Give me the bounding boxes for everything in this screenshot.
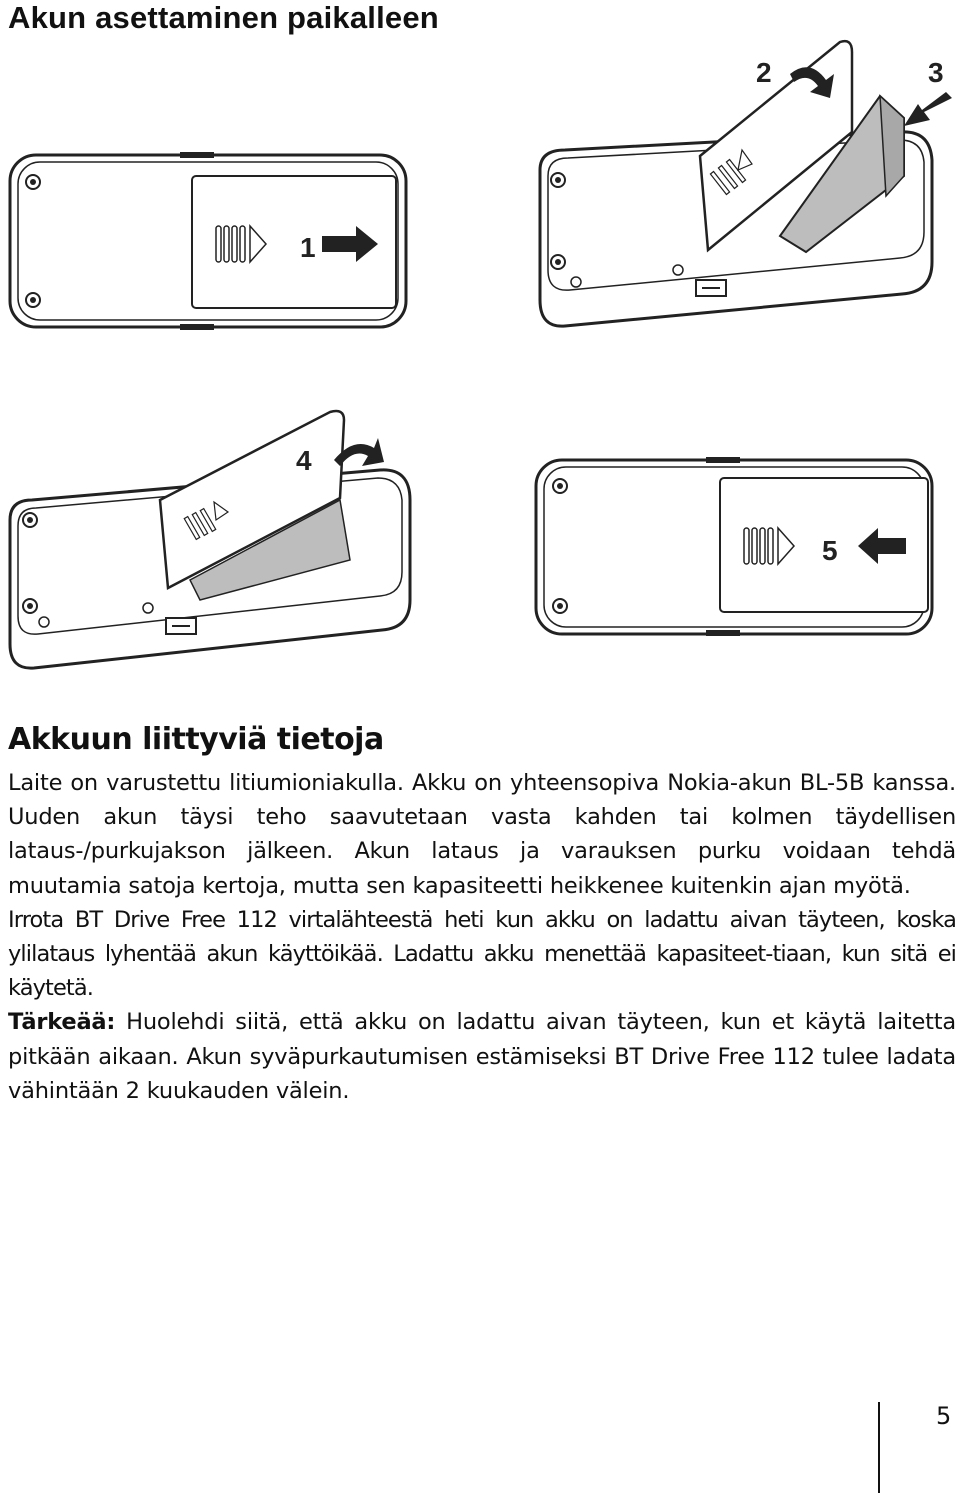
paragraph-2: Irrota BT Drive Free 112 virtalähteestä heti kun akku on ladattu aivan täyteen, koska ylilataus lyhentää akun käyttöikää. Ladattu akku menettää kapasiteet-tiaan, kun sitä ei käytetä. (8, 906, 956, 1002)
step-label-5: 5 (822, 535, 838, 566)
device-step-5 (536, 457, 932, 636)
step-label-2: 2 (756, 57, 772, 88)
page-number-divider (878, 1402, 880, 1493)
device-step-2-3 (540, 41, 952, 326)
page-number: 5 (936, 1402, 952, 1430)
battery-installation-illustration (0, 36, 960, 686)
battery-info-text (8, 766, 956, 1108)
device-step-4 (10, 411, 410, 668)
device-step-1 (10, 152, 406, 330)
paragraph-3 (8, 1005, 956, 1108)
important-label: Tärkeää: (8, 1009, 116, 1036)
step-label-3: 3 (928, 57, 944, 88)
step-label-4: 4 (296, 445, 312, 476)
page-title: Akun asettaminen paikalleen (8, 0, 439, 35)
section-heading: Akkuun liittyviä tietoja (8, 722, 384, 757)
step-label-1: 1 (300, 232, 316, 263)
paragraph-1: Laite on varustettu litiumioniakulla. Akku on yhteensopiva Nokia-akun BL-5B kanssa. Uuden akun täysi teho saavutetaan vasta kahden tai kolmen täydellisen lataus-/purkujakson jälkeen. Akun lataus ja varauksen purku voidaan tehdä muutamia satoja kertoja, mutta sen kapasiteetti heikkenee kuitenkin ajan myötä. (8, 770, 956, 899)
important-text: Huolehdi siitä, että akku on ladattu aivan täyteen, kun et käytä laitetta pitkään aikaan. Akun syväpurkautumisen estämiseksi BT Drive Free 112 tulee ladata vähintään 2 kuukauden välein. (8, 1009, 956, 1104)
